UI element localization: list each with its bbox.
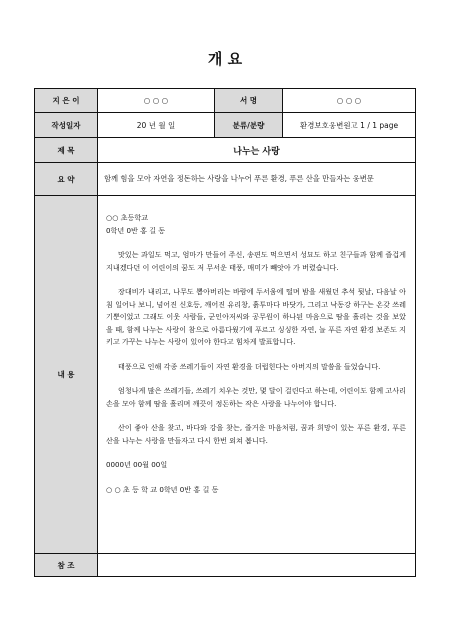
summary-value: 함께 힘을 모아 자연을 정돈하는 사랑을 나누어 푸른 환경, 푸른 산을 만들자는 웅변문 xyxy=(104,174,374,183)
subject-value: 나누는 사랑 xyxy=(233,146,280,157)
content-label: 내 용 xyxy=(35,196,98,553)
paragraph-1: 맛있는 과일도 먹고, 엄마가 만들어 주신, 송편도 먹으면서 성묘도 하고 친구들과 함께 즐겁게 지내겠다던 이 어린이의 꿈도 저 무서운 태풍, 매미가 빼앗아 가 버렸습니다. xyxy=(106,250,406,272)
author-label: 지 은 이 xyxy=(35,89,98,112)
summary-row xyxy=(35,163,415,196)
subject-row xyxy=(35,138,415,163)
date-label: 작성일자 xyxy=(35,113,98,137)
student-line: 0학년 0반 홍 길 동 xyxy=(106,225,166,235)
category-label: 분류/분량 xyxy=(215,113,283,137)
author-row xyxy=(35,89,415,113)
content-body xyxy=(98,196,415,553)
paragraph-4: 엄청나게 많은 쓰레기들, 쓰레기 치우는 것만, 몇 달이 걸린다고 하는데, 어린이도 함께 고사리 손을 모아 함께 땀을 흘리며 깨끗이 정돈하는 작은 사랑을 나누어야 합니다. xyxy=(106,386,406,408)
outline-form xyxy=(34,88,416,577)
author-value: ○ ○ ○ xyxy=(98,89,215,112)
subject-label: 제 목 xyxy=(35,138,98,162)
reference-row xyxy=(35,554,415,576)
name-value: ○ ○ ○ xyxy=(336,96,362,105)
category-value: 환경보호웅변원고 1 / 1 page xyxy=(299,120,399,130)
school-line: ○○ 초등학교 xyxy=(106,213,149,222)
summary-label: 요 약 xyxy=(35,163,98,195)
paragraph-5: 산이 좋아 산을 찾고, 바다와 강을 찾는, 즐거운 마음처럼, 꿈과 희망이 있는 푸른 환경, 푸른 산을 나누는 사랑을 만들자고 다시 한번 외쳐 봅니다. xyxy=(106,423,406,445)
reference-label: 참 조 xyxy=(35,554,98,576)
reference-value xyxy=(98,554,415,576)
document-title: 개 요 xyxy=(207,50,243,68)
paragraph-2: 장대비가 내리고, 나무도 뽑아버리는 바람에 두서움에 떨며 밤을 새웠던 추석 뒷날, 다음날 아침 일어나 보니, 넘어진 신호등, 깨어진 유리창, 흙투마다 바닷가, 그리고 낙동강 하구는 온갖 쓰레기뿐이었고 그래도 이웃 사람들, 군인아저씨와 공무원이 하나된 마음으로 땀을 흘리는 것을 보았을 때, 함께 나누는 사랑이 참으로 아름다웠기에 푸르고 싱싱한 자연, 늘 푸른 자연 환경 보존도 지키고 가꾸는 나누는 사랑이 있어야 한다고 힘차게 발표합니다. xyxy=(106,287,406,346)
date-value: 20 년 월 일 xyxy=(98,113,215,137)
date-line: 0000년 00월 00일 xyxy=(106,460,168,469)
content-row xyxy=(35,196,415,554)
paragraph-3: 태풍으로 인해 각종 쓰레기들이 자연 환경을 더럽힌다는 아버지의 말씀을 들었습니다. xyxy=(118,361,381,371)
name-label: 서 명 xyxy=(215,89,283,112)
date-row xyxy=(35,113,415,138)
signature-line: ○ ○ 초 등 학 교 0학년 0반 홍 길 동 xyxy=(106,484,219,494)
